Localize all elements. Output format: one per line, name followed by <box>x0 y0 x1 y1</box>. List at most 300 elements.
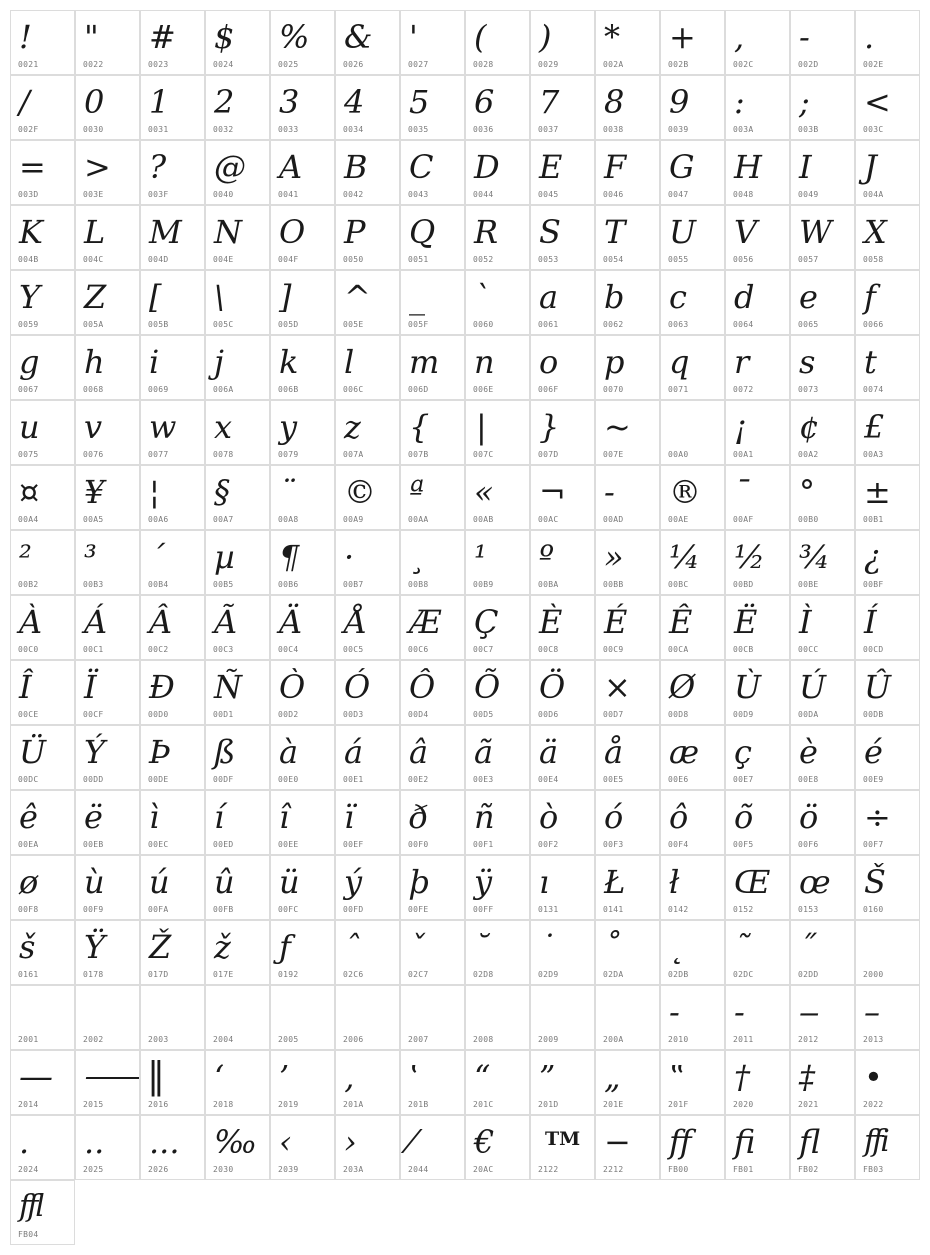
glyph-codepoint: 2022 <box>863 1100 884 1109</box>
glyph-cell <box>400 790 465 855</box>
glyph-char: ˇ <box>409 928 425 966</box>
glyph-cell <box>75 10 140 75</box>
glyph-codepoint: 00C3 <box>213 645 234 654</box>
glyph-codepoint: 2003 <box>148 1035 169 1044</box>
glyph-char: U <box>669 213 696 251</box>
glyph-cell <box>10 1115 75 1180</box>
glyph-cell <box>75 335 140 400</box>
glyph-cell <box>660 335 725 400</box>
glyph-char: & <box>344 18 373 56</box>
glyph-cell <box>855 400 920 465</box>
glyph-cell <box>790 140 855 205</box>
glyph-char: > <box>84 148 111 186</box>
glyph-cell <box>400 400 465 465</box>
glyph-codepoint: 006F <box>538 385 559 394</box>
glyph-codepoint: FB04 <box>18 1230 39 1239</box>
glyph-codepoint: 203A <box>343 1165 364 1174</box>
glyph-char: d <box>734 278 755 316</box>
glyph-cell <box>140 920 205 985</box>
glyph-codepoint: 0036 <box>473 125 494 134</box>
glyph-codepoint: 003A <box>733 125 754 134</box>
glyph-codepoint: 005E <box>343 320 364 329</box>
glyph-codepoint: 0192 <box>278 970 299 979</box>
glyph-cell <box>400 335 465 400</box>
glyph-codepoint: 00FD <box>343 905 364 914</box>
glyph-codepoint: 0054 <box>603 255 624 264</box>
glyph-char: q <box>669 343 690 381</box>
glyph-char <box>669 406 725 448</box>
glyph-cell <box>75 725 140 790</box>
glyph-codepoint: 005A <box>83 320 104 329</box>
glyph-char: Ã <box>214 603 238 641</box>
glyph-cell <box>790 335 855 400</box>
glyph-codepoint: 00B0 <box>798 515 819 524</box>
glyph-char: « <box>474 473 494 511</box>
glyph-cell <box>595 855 660 920</box>
glyph-codepoint: 2010 <box>668 1035 689 1044</box>
glyph-char: ( <box>474 18 487 56</box>
glyph-char: u <box>19 408 40 446</box>
glyph-cell <box>530 1050 595 1115</box>
glyph-char: c <box>669 278 687 316</box>
glyph-codepoint: 00F6 <box>798 840 819 849</box>
glyph-char: ` <box>474 278 490 316</box>
glyph-cell <box>205 1115 270 1180</box>
glyph-codepoint: 004A <box>863 190 884 199</box>
glyph-char: » <box>604 538 624 576</box>
glyph-char: õ <box>734 798 754 836</box>
glyph-cell <box>530 465 595 530</box>
glyph-cell <box>465 140 530 205</box>
glyph-codepoint: 00EE <box>278 840 299 849</box>
glyph-char: = <box>19 148 46 186</box>
glyph-char: Ð <box>149 668 175 706</box>
glyph-char: Ø <box>669 668 696 706</box>
glyph-char: © <box>344 473 376 511</box>
glyph-cell <box>270 725 335 790</box>
glyph-cell <box>465 595 530 660</box>
glyph-codepoint: 2026 <box>148 1165 169 1174</box>
glyph-cell <box>335 75 400 140</box>
glyph-cell <box>205 140 270 205</box>
glyph-char: ffl <box>19 1189 42 1224</box>
glyph-codepoint: 00F5 <box>733 840 754 849</box>
glyph-codepoint: 002F <box>18 125 39 134</box>
glyph-cell <box>400 725 465 790</box>
glyph-codepoint: 2039 <box>278 1165 299 1174</box>
glyph-char: ´ <box>149 538 165 576</box>
glyph-cell <box>10 1050 75 1115</box>
glyph-codepoint: 00FF <box>473 905 494 914</box>
glyph-char: Æ <box>409 603 442 641</box>
glyph-cell <box>465 270 530 335</box>
glyph-codepoint: 0068 <box>83 385 104 394</box>
glyph-cell <box>205 660 270 725</box>
glyph-codepoint: 00F7 <box>863 840 884 849</box>
glyph-cell <box>530 1115 595 1180</box>
glyph-char: 6 <box>474 83 495 121</box>
glyph-codepoint: 004D <box>148 255 169 264</box>
glyph-char: 9 <box>669 83 690 121</box>
glyph-codepoint: 00C9 <box>603 645 624 654</box>
glyph-codepoint: 0056 <box>733 255 754 264</box>
glyph-codepoint: 0066 <box>863 320 884 329</box>
glyph-cell <box>855 920 920 985</box>
glyph-cell <box>140 400 205 465</box>
glyph-char: Â <box>149 603 173 641</box>
glyph-codepoint: 0153 <box>798 905 819 914</box>
glyph-codepoint: 02DC <box>733 970 754 979</box>
glyph-char: b <box>604 278 625 316</box>
glyph-cell <box>595 595 660 660</box>
glyph-cell <box>660 595 725 660</box>
glyph-cell <box>855 10 920 75</box>
glyph-cell <box>75 75 140 140</box>
glyph-codepoint: 0161 <box>18 970 39 979</box>
glyph-codepoint: 0021 <box>18 60 39 69</box>
glyph-cell <box>335 725 400 790</box>
glyph-char: $ <box>214 18 235 56</box>
glyph-cell <box>335 205 400 270</box>
glyph-char: G <box>669 148 695 186</box>
glyph-codepoint: 2015 <box>83 1100 104 1109</box>
glyph-cell <box>205 595 270 660</box>
glyph-codepoint: 00CF <box>83 710 104 719</box>
glyph-char: k <box>279 343 299 381</box>
glyph-codepoint: 00A6 <box>148 515 169 524</box>
glyph-char: s <box>799 343 816 381</box>
glyph-cell <box>205 10 270 75</box>
glyph-codepoint: 0058 <box>863 255 884 264</box>
glyph-codepoint: 02DB <box>668 970 689 979</box>
glyph-char: | <box>476 408 487 446</box>
glyph-cell <box>140 1050 205 1115</box>
glyph-char: Ÿ <box>84 928 106 966</box>
glyph-codepoint: 0030 <box>83 125 104 134</box>
glyph-char: ¥ <box>84 473 105 511</box>
glyph-char: p <box>604 343 625 381</box>
glyph-codepoint: 00B4 <box>148 580 169 589</box>
glyph-cell <box>660 985 725 1050</box>
glyph-cell <box>270 140 335 205</box>
glyph-char: h <box>84 343 105 381</box>
glyph-char: û <box>214 863 235 901</box>
glyph-char: , <box>734 18 745 56</box>
glyph-codepoint: 2021 <box>798 1100 819 1109</box>
glyph-codepoint: 00EA <box>18 840 39 849</box>
glyph-cell <box>75 1115 140 1180</box>
glyph-cell <box>140 140 205 205</box>
glyph-cell <box>855 205 920 270</box>
glyph-codepoint: 002B <box>668 60 689 69</box>
glyph-codepoint: 0022 <box>83 60 104 69</box>
glyph-cell <box>595 75 660 140</box>
glyph-codepoint: 00DF <box>213 775 234 784</box>
glyph-codepoint: 00A9 <box>343 515 364 524</box>
glyph-codepoint: 201D <box>538 1100 559 1109</box>
glyph-cell <box>855 335 920 400</box>
glyph-char: * <box>604 18 620 56</box>
glyph-char: ˙ <box>539 928 555 966</box>
glyph-codepoint: 00F9 <box>83 905 104 914</box>
glyph-codepoint: 00D5 <box>473 710 494 719</box>
glyph-cell <box>205 400 270 465</box>
glyph-cell <box>465 75 530 140</box>
glyph-cell <box>790 1115 855 1180</box>
glyph-char <box>539 991 595 1033</box>
glyph-cell <box>400 855 465 920</box>
glyph-char: ‘ <box>214 1058 225 1096</box>
glyph-codepoint: 00D0 <box>148 710 169 719</box>
glyph-cell <box>530 270 595 335</box>
glyph-char: i <box>149 343 160 381</box>
glyph-codepoint: 0061 <box>538 320 559 329</box>
glyph-char: ò <box>539 798 559 836</box>
glyph-codepoint: 00AE <box>668 515 689 524</box>
glyph-char <box>344 991 400 1033</box>
glyph-cell <box>270 1050 335 1115</box>
glyph-cell <box>725 140 790 205</box>
glyph-char: ‑ <box>734 993 745 1031</box>
glyph-char: y <box>279 408 298 446</box>
glyph-codepoint: 00C4 <box>278 645 299 654</box>
glyph-codepoint: 201B <box>408 1100 429 1109</box>
glyph-codepoint: 00E9 <box>863 775 884 784</box>
glyph-cell <box>335 140 400 205</box>
glyph-cell <box>10 400 75 465</box>
glyph-codepoint: 00D4 <box>408 710 429 719</box>
glyph-cell <box>140 790 205 855</box>
glyph-cell <box>400 205 465 270</box>
glyph-char: “ <box>474 1058 491 1096</box>
glyph-cell <box>400 1115 465 1180</box>
glyph-codepoint: 00BA <box>538 580 559 589</box>
glyph-codepoint: 00BB <box>603 580 624 589</box>
glyph-char: Ü <box>19 733 46 771</box>
glyph-cell <box>10 595 75 660</box>
glyph-cell <box>140 725 205 790</box>
glyph-char: ¤ <box>19 473 40 511</box>
glyph-codepoint: 200A <box>603 1035 624 1044</box>
glyph-char: ˜ <box>734 928 750 966</box>
glyph-codepoint: 2002 <box>83 1035 104 1044</box>
glyph-codepoint: 2019 <box>278 1100 299 1109</box>
glyph-char: ˚ <box>604 928 620 966</box>
glyph-cell <box>335 400 400 465</box>
glyph-char: ‡ <box>799 1058 815 1096</box>
glyph-codepoint: 00E5 <box>603 775 624 784</box>
glyph-char: ÿ <box>474 863 493 901</box>
glyph-codepoint: 0078 <box>213 450 234 459</box>
glyph-char: fi <box>734 1123 756 1161</box>
glyph-char: í <box>214 798 225 836</box>
glyph-codepoint: 0075 <box>18 450 39 459</box>
glyph-char: \ <box>214 278 225 316</box>
glyph-cell <box>465 400 530 465</box>
glyph-char: 3 <box>279 83 300 121</box>
glyph-cell <box>595 1115 660 1180</box>
glyph-char: œ <box>799 863 831 901</box>
glyph-codepoint: 00FC <box>278 905 299 914</box>
glyph-cell <box>855 270 920 335</box>
glyph-char <box>409 991 465 1033</box>
glyph-codepoint: 00E8 <box>798 775 819 784</box>
glyph-char: ± <box>864 473 891 511</box>
glyph-cell <box>400 530 465 595</box>
glyph-codepoint: 002D <box>798 60 819 69</box>
glyph-char: Ñ <box>214 668 242 706</box>
glyph-char: j <box>214 343 224 381</box>
glyph-codepoint: 00F0 <box>408 840 429 849</box>
glyph-codepoint: 00A3 <box>863 450 884 459</box>
glyph-char: ì <box>149 798 160 836</box>
glyph-codepoint: 00BD <box>733 580 754 589</box>
glyph-codepoint: 00C7 <box>473 645 494 654</box>
glyph-cell <box>400 660 465 725</box>
glyph-char: ' <box>409 18 418 56</box>
glyph-char: „ <box>604 1058 621 1096</box>
glyph-cell <box>530 985 595 1050</box>
glyph-char: z <box>344 408 361 446</box>
glyph-char: £ <box>864 408 885 446</box>
glyph-codepoint: 00F3 <box>603 840 624 849</box>
glyph-codepoint: 2024 <box>18 1165 39 1174</box>
glyph-codepoint: 002A <box>603 60 624 69</box>
glyph-codepoint: 00EC <box>148 840 169 849</box>
glyph-codepoint: 00C1 <box>83 645 104 654</box>
glyph-codepoint: 017D <box>148 970 169 979</box>
glyph-codepoint: 00CB <box>733 645 754 654</box>
glyph-cell <box>10 660 75 725</box>
glyph-char: 4 <box>344 83 365 121</box>
glyph-codepoint: 00EB <box>83 840 104 849</box>
glyph-codepoint: 017E <box>213 970 234 979</box>
glyph-char: § <box>214 473 230 511</box>
glyph-char: ―― <box>86 1059 134 1094</box>
glyph-char: ‟ <box>669 1058 686 1096</box>
glyph-codepoint: 00C8 <box>538 645 559 654</box>
glyph-cell <box>790 10 855 75</box>
glyph-cell <box>725 790 790 855</box>
glyph-codepoint: 00C6 <box>408 645 429 654</box>
glyph-cell <box>855 660 920 725</box>
glyph-char: / <box>19 83 30 121</box>
glyph-char: B <box>344 148 368 186</box>
glyph-codepoint: 003E <box>83 190 104 199</box>
glyph-char <box>84 991 140 1033</box>
glyph-cell <box>855 855 920 920</box>
glyph-codepoint: 00EF <box>343 840 364 849</box>
glyph-codepoint: 0053 <box>538 255 559 264</box>
glyph-char: ‚ <box>344 1058 355 1096</box>
glyph-cell <box>140 335 205 400</box>
glyph-char: ä <box>539 733 559 771</box>
glyph-grid <box>10 10 920 1245</box>
glyph-char: f <box>864 278 876 316</box>
glyph-codepoint: 00E7 <box>733 775 754 784</box>
glyph-codepoint: 00B8 <box>408 580 429 589</box>
glyph-char: ï <box>344 798 355 836</box>
glyph-char: à <box>279 733 299 771</box>
glyph-char: t <box>864 343 877 381</box>
glyph-codepoint: 2011 <box>733 1035 754 1044</box>
glyph-char: [ <box>149 278 162 316</box>
glyph-char: " <box>84 18 99 56</box>
glyph-cell <box>400 985 465 1050</box>
glyph-codepoint: 2006 <box>343 1035 364 1044</box>
glyph-cell <box>465 1115 530 1180</box>
glyph-codepoint: 00B7 <box>343 580 364 589</box>
glyph-char: Ç <box>474 603 499 641</box>
glyph-char: Ê <box>669 603 693 641</box>
glyph-cell <box>465 530 530 595</box>
glyph-codepoint: 2122 <box>538 1165 559 1174</box>
glyph-codepoint: 00F8 <box>18 905 39 914</box>
glyph-char: r <box>734 343 750 381</box>
glyph-char: H <box>734 148 762 186</box>
glyph-cell <box>660 465 725 530</box>
glyph-char: I <box>799 148 812 186</box>
glyph-cell <box>75 790 140 855</box>
glyph-codepoint: 00D2 <box>278 710 299 719</box>
glyph-codepoint: 0047 <box>668 190 689 199</box>
glyph-char: ö <box>799 798 819 836</box>
glyph-char: Ù <box>734 668 761 706</box>
glyph-char: × <box>604 668 631 706</box>
glyph-codepoint: 00BF <box>863 580 884 589</box>
glyph-codepoint: 0051 <box>408 255 429 264</box>
glyph-char: _ <box>409 278 425 316</box>
glyph-char: ô <box>669 798 689 836</box>
glyph-cell <box>205 205 270 270</box>
glyph-codepoint: 0142 <box>668 905 689 914</box>
glyph-char: ¢ <box>799 408 820 446</box>
glyph-cell <box>790 75 855 140</box>
glyph-codepoint: 0049 <box>798 190 819 199</box>
glyph-char: ó <box>604 798 624 836</box>
glyph-cell <box>205 1050 270 1115</box>
glyph-char: ½ <box>734 538 766 576</box>
glyph-codepoint: 0028 <box>473 60 494 69</box>
glyph-cell <box>140 1115 205 1180</box>
glyph-cell <box>270 465 335 530</box>
glyph-char: - <box>799 18 810 56</box>
glyph-codepoint: 2025 <box>83 1165 104 1174</box>
glyph-cell <box>530 140 595 205</box>
glyph-cell <box>75 270 140 335</box>
glyph-char: E <box>539 148 563 186</box>
glyph-codepoint: 006A <box>213 385 234 394</box>
glyph-cell <box>465 790 530 855</box>
glyph-char: ƒ <box>279 928 291 966</box>
glyph-codepoint: 007D <box>538 450 559 459</box>
glyph-char: W <box>799 213 832 251</box>
glyph-codepoint: 00DE <box>148 775 169 784</box>
glyph-char: < <box>864 83 891 121</box>
glyph-cell <box>270 595 335 660</box>
glyph-codepoint: 0038 <box>603 125 624 134</box>
glyph-cell <box>660 10 725 75</box>
glyph-char: ¬ <box>539 473 566 511</box>
glyph-cell <box>75 985 140 1050</box>
glyph-codepoint: 00F2 <box>538 840 559 849</box>
glyph-cell <box>530 75 595 140</box>
glyph-codepoint: FB00 <box>668 1165 689 1174</box>
glyph-codepoint: 0060 <box>473 320 494 329</box>
glyph-codepoint: 02D8 <box>473 970 494 979</box>
glyph-char: ⁄ <box>409 1123 415 1161</box>
glyph-codepoint: 00E4 <box>538 775 559 784</box>
